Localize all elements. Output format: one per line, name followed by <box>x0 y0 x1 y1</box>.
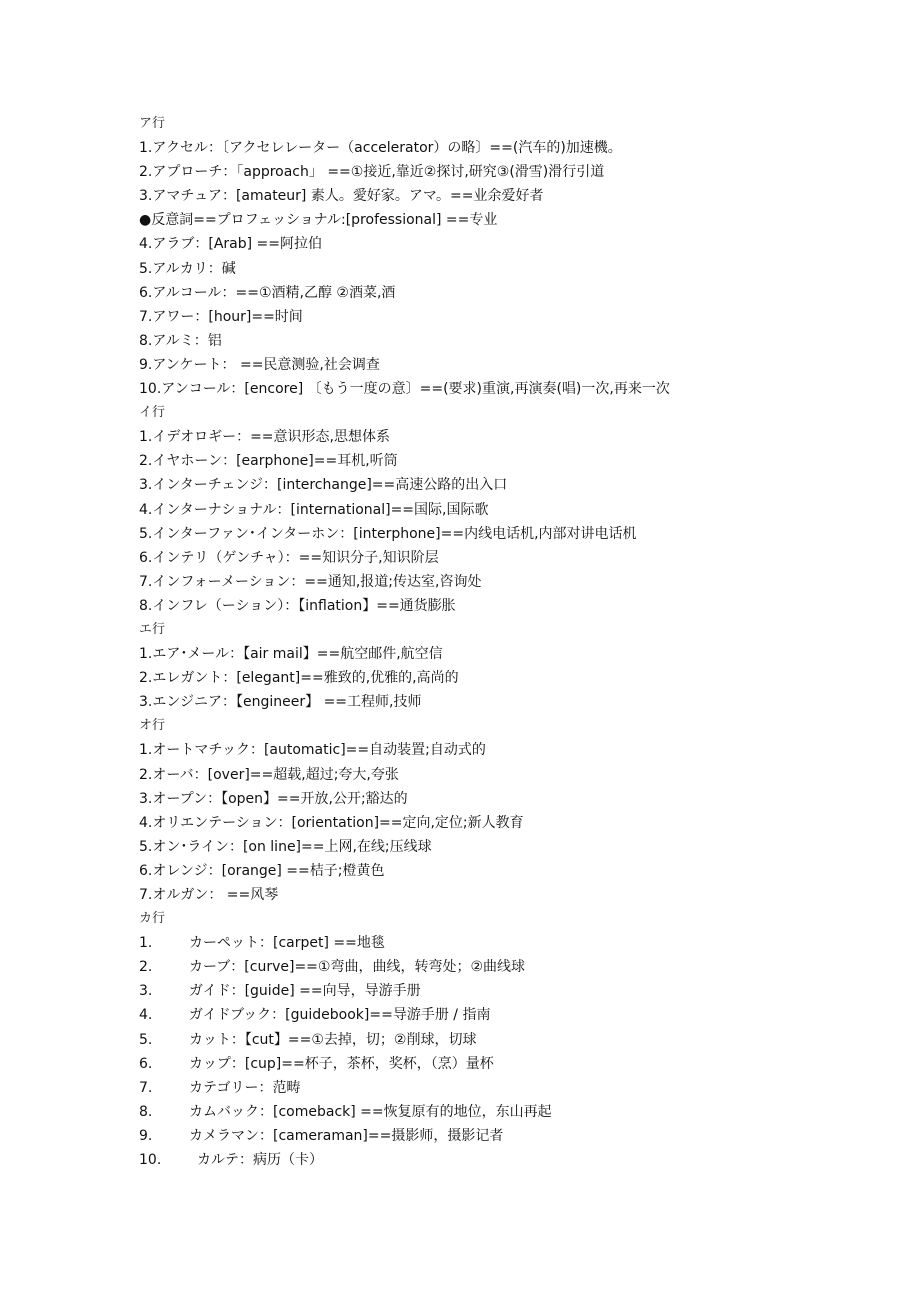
entry-a-8: 8.アルミ：铝 <box>139 332 222 349</box>
entry-a-1: 1.アクセル：〔アクセレレーター（accelerator）の略〕==(汽车的)加速機。 <box>139 140 622 157</box>
entry-ka-9: 9. カメラマン：[cameraman]==摄影师，摄影记者 <box>139 1127 504 1144</box>
entry-i-1: 1.イデオロギー：==意识形态,思想体系 <box>139 429 390 446</box>
section-heading-a: ア行 <box>139 116 166 131</box>
section-heading-o: オ行 <box>139 718 166 734</box>
entry-o-3: 3.オープン：【open】==开放,公开;豁达的 <box>139 790 408 807</box>
entry-ka-3: 3. ガイド：[guide] ==向导，导游手册 <box>139 983 421 1000</box>
entry-i-3: 3.インターチェンジ：[interchange]==高速公路的出入口 <box>139 477 508 494</box>
entry-a-antonym: ●反意詞==プロフェッショナル:[professional] ==专业 <box>139 212 498 229</box>
entry-ka-7: 7. カテゴリー：范畴 <box>139 1079 301 1096</box>
section-heading-e: エ行 <box>139 621 166 637</box>
entry-ka-5: 5. カット：【cut】==①去掉，切；②削球，切球 <box>139 1031 477 1048</box>
entry-i-4: 4.インターナショナル：[international]==国际,国际歌 <box>139 501 489 518</box>
entry-e-1: 1.エア･メール：【air mail】==航空邮件,航空信 <box>139 646 443 663</box>
entry-a-2: 2.アプローチ：「approach」 ==①接近,靠近②探讨,研究③(滑雪)滑行引道 <box>139 164 605 181</box>
entry-ka-8: 8. カムバック：[comeback] ==恢复原有的地位，东山再起 <box>139 1103 552 1120</box>
entry-i-7: 7.インフォーメーション：==通知,报道;传达室,咨询处 <box>139 573 482 590</box>
entry-ka-4: 4. ガイドブック：[guidebook]==导游手册 / 指南 <box>139 1007 491 1024</box>
entry-ka-1: 1. カーペット：[carpet] ==地毯 <box>139 935 385 952</box>
entry-e-3: 3.エンジニア：【engineer】 ==工程师,技师 <box>139 694 422 711</box>
entry-a-7: 7.アワー：[hour]==时间 <box>139 308 303 325</box>
entry-a-6: 6.アルコール：==①酒精,乙醇 ②酒菜,酒 <box>139 284 396 301</box>
entry-ka-10: 10. カルテ：病历（卡） <box>139 1152 323 1169</box>
entry-i-2: 2.イヤホーン：[earphone]==耳机,听筒 <box>139 453 398 470</box>
entry-a-4: 4.アラブ：[Arab] ==阿拉伯 <box>139 236 322 253</box>
section-heading-i: イ行 <box>139 405 166 421</box>
entry-i-8: 8.インフレ（ーション）：【inflation】==通货膨胀 <box>139 597 456 614</box>
document-page <box>139 112 839 1172</box>
entry-i-6: 6.インテリ（ゲンチャ）：==知识分子,知识阶层 <box>139 549 439 566</box>
entry-ka-2: 2. カーブ：[curve]==①弯曲，曲线，转弯处；②曲线球 <box>139 959 526 976</box>
section-heading-ka: カ行 <box>139 911 166 927</box>
entry-o-4: 4.オリエンテーション：[orientation]==定向,定位;新人教育 <box>139 814 524 831</box>
entry-a-3: 3.アマチュア：[amateur] 素人。愛好家。アマ。==业余爱好者 <box>139 188 544 205</box>
entry-e-2: 2.エレガント：[elegant]==雅致的,优雅的,高尚的 <box>139 670 459 687</box>
entry-a-10: 10.アンコール：[encore] 〔もう一度の意〕==(要求)重演,再演奏(唱)一次,再来一次 <box>139 381 670 398</box>
entry-o-1: 1.オートマチック：[automatic]==自动装置;自动式的 <box>139 742 486 759</box>
entry-ka-6: 6. カップ：[cup]==杯子，茶杯，奖杯，（烹）量杯 <box>139 1055 494 1072</box>
entry-a-9: 9.アンケート： ==民意测验,社会调查 <box>139 356 380 373</box>
entry-a-5: 5.アルカリ：碱 <box>139 260 236 277</box>
entry-o-2: 2.オーバ：[over]==超载,超过;夸大,夸张 <box>139 766 399 783</box>
entry-o-5: 5.オン･ライン：[on line]==上网,在线;压线球 <box>139 838 432 855</box>
entry-i-5: 5.インターファン･インターホン：[interphone]==内线电话机,内部对讲电话机 <box>139 525 637 542</box>
entry-o-7: 7.オルガン： ==风琴 <box>139 887 279 903</box>
entry-o-6: 6.オレンジ：[orange] ==桔子;橙黄色 <box>139 862 385 879</box>
